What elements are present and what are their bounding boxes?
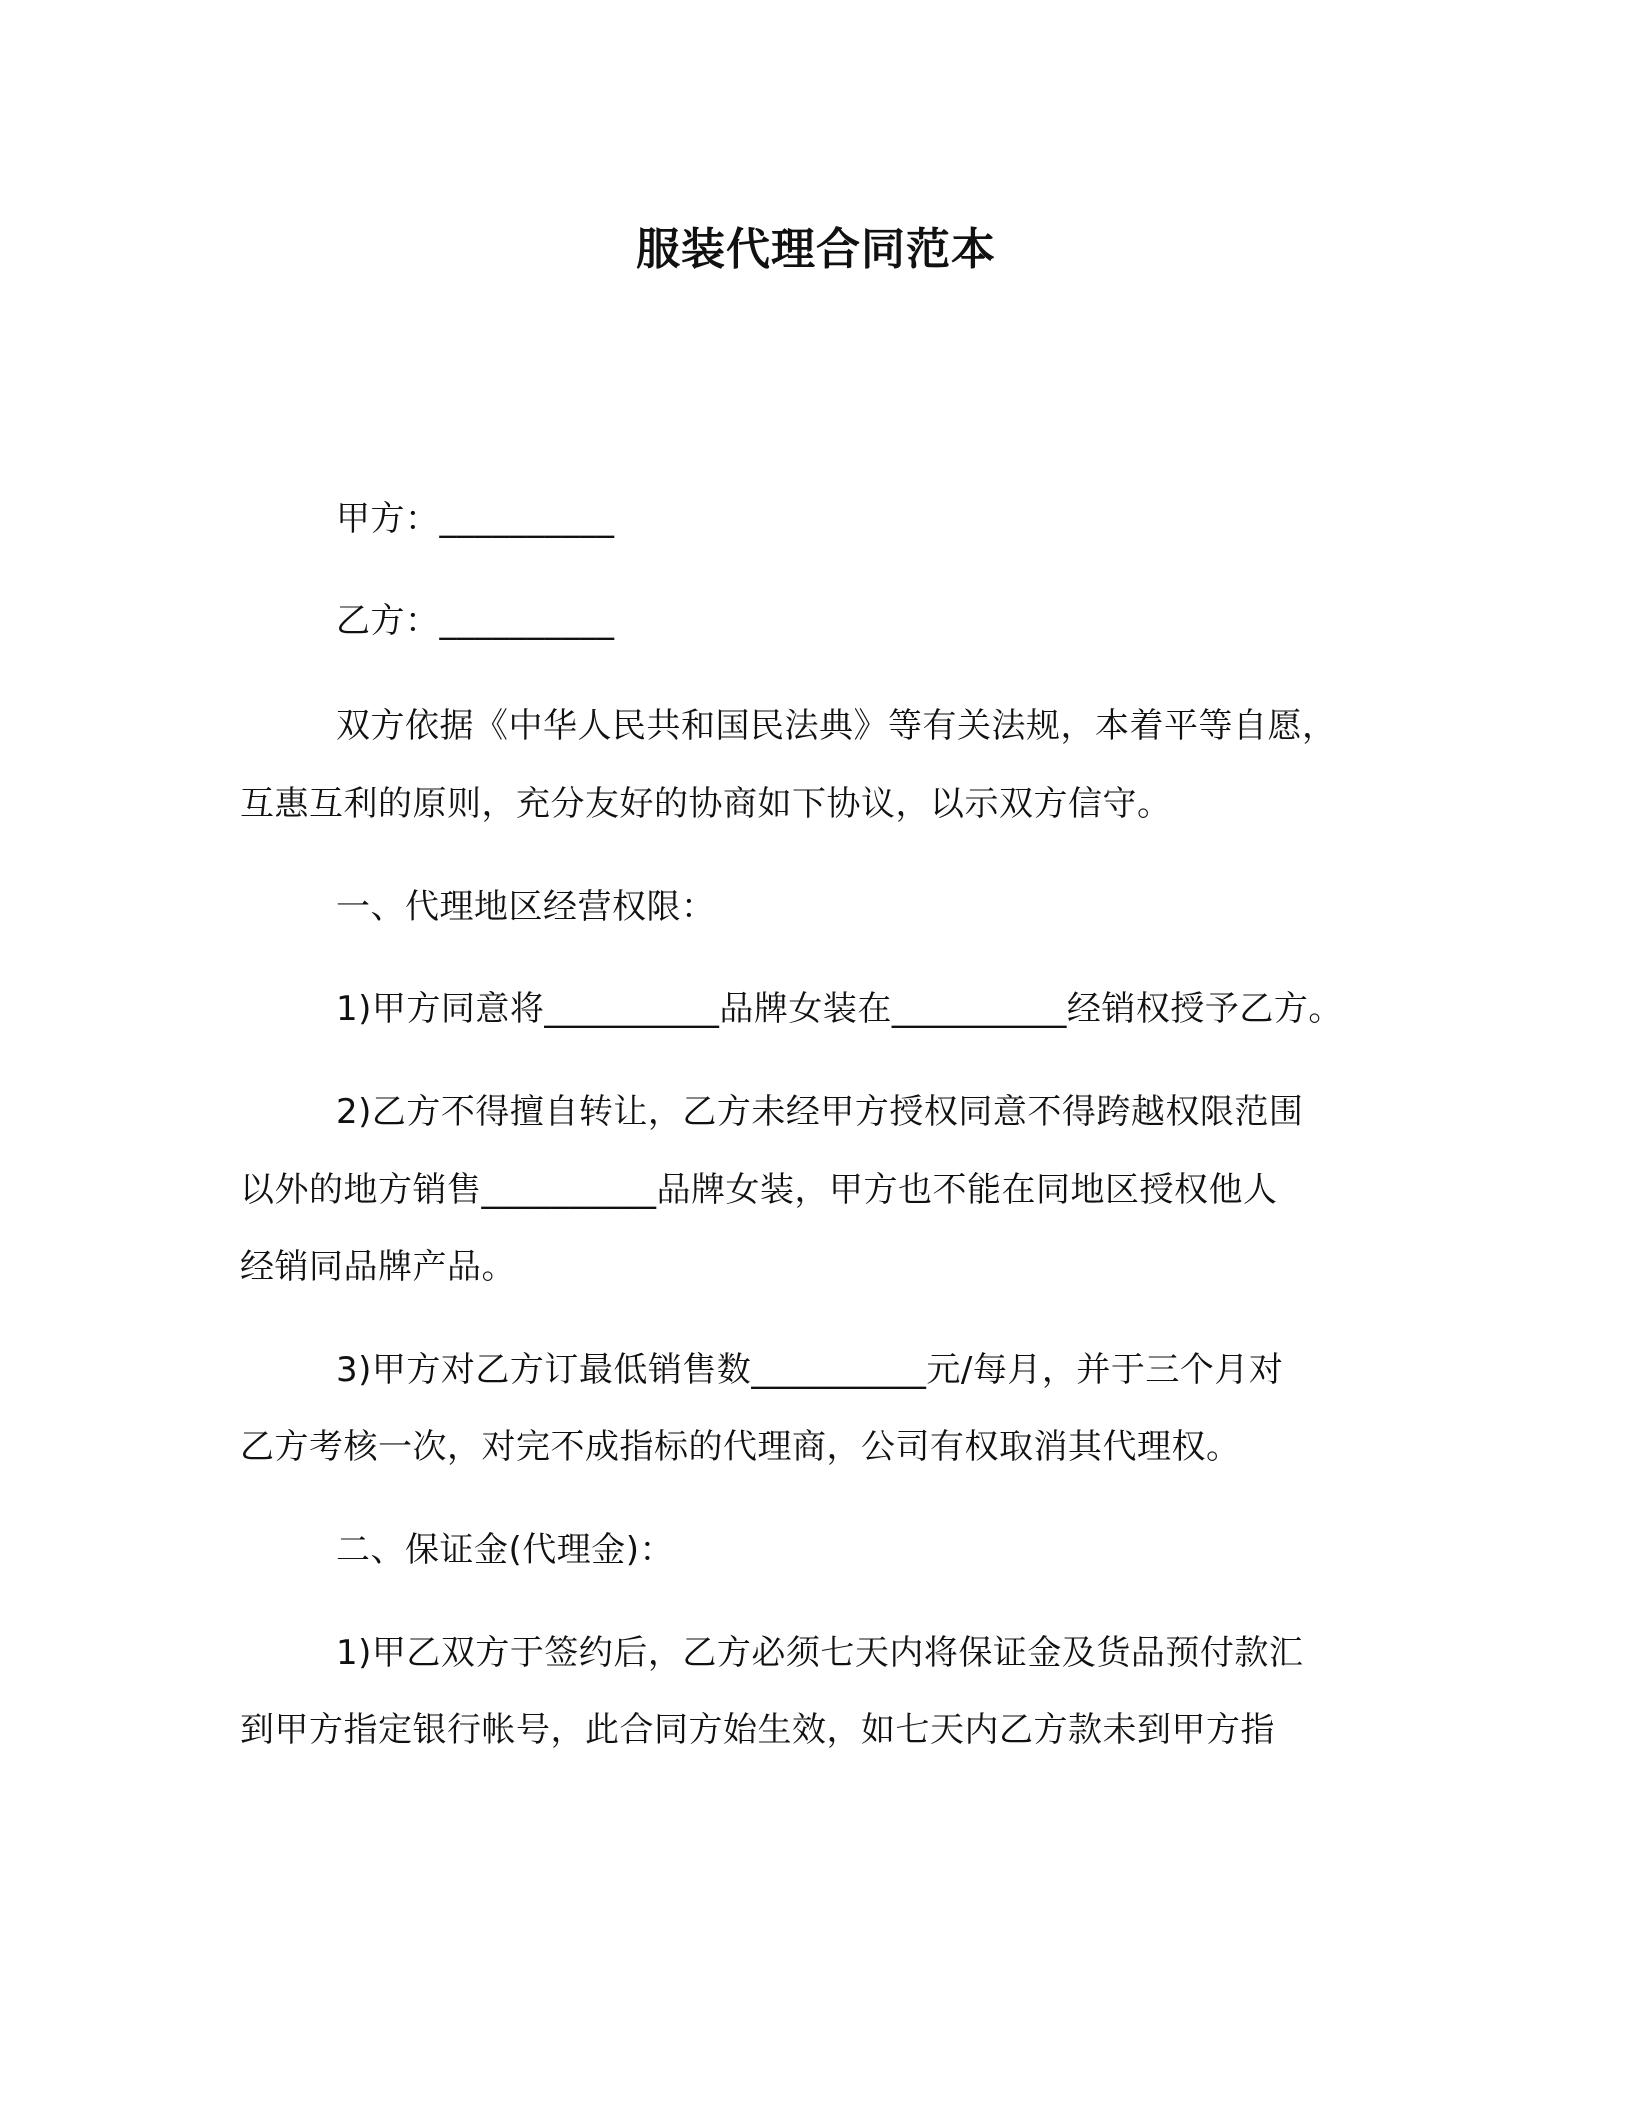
clause-2-1-line-1: 1)甲乙双方于签约后，乙方必须七天内将保证金及货品预付款汇 [336,1633,1304,1673]
clause-1-3-line-1: 3)甲方对乙方订最低销售数__________元/每月，并于三个月对 [336,1350,1284,1390]
clause-2-1-line-2: 到甲方指定银行帐号，此合同方始生效，如七天内乙方款未到甲方指 [240,1710,1275,1750]
party-a-line: 甲方：__________ [336,499,615,539]
clause-1-2-line-1: 2)乙方不得擅自转让，乙方未经甲方授权同意不得跨越权限范围 [336,1092,1304,1132]
preamble-line-1: 双方依据《中华人民共和国民法典》等有关法规，本着平等自愿， [336,706,1337,746]
section-1-heading: 一、代理地区经营权限： [336,887,716,927]
document-title: 服装代理合同范本 [636,224,996,275]
party-b-line: 乙方：__________ [336,601,615,641]
clause-1-2-line-2: 以外的地方销售__________品牌女装，甲方也不能在同地区授权他人 [240,1170,1278,1210]
clause-1-3-line-2: 乙方考核一次，对完不成指标的代理商，公司有权取消其代理权。 [240,1427,1241,1467]
preamble-line-2: 互惠互利的原则，充分友好的协商如下协议，以示双方信守。 [240,784,1172,824]
section-2-heading: 二、保证金(代理金)： [336,1530,675,1570]
clause-1-2-line-3: 经销同品牌产品。 [240,1247,516,1287]
clause-1-1: 1)甲方同意将__________品牌女装在__________经销权授予乙方。 [336,989,1343,1029]
